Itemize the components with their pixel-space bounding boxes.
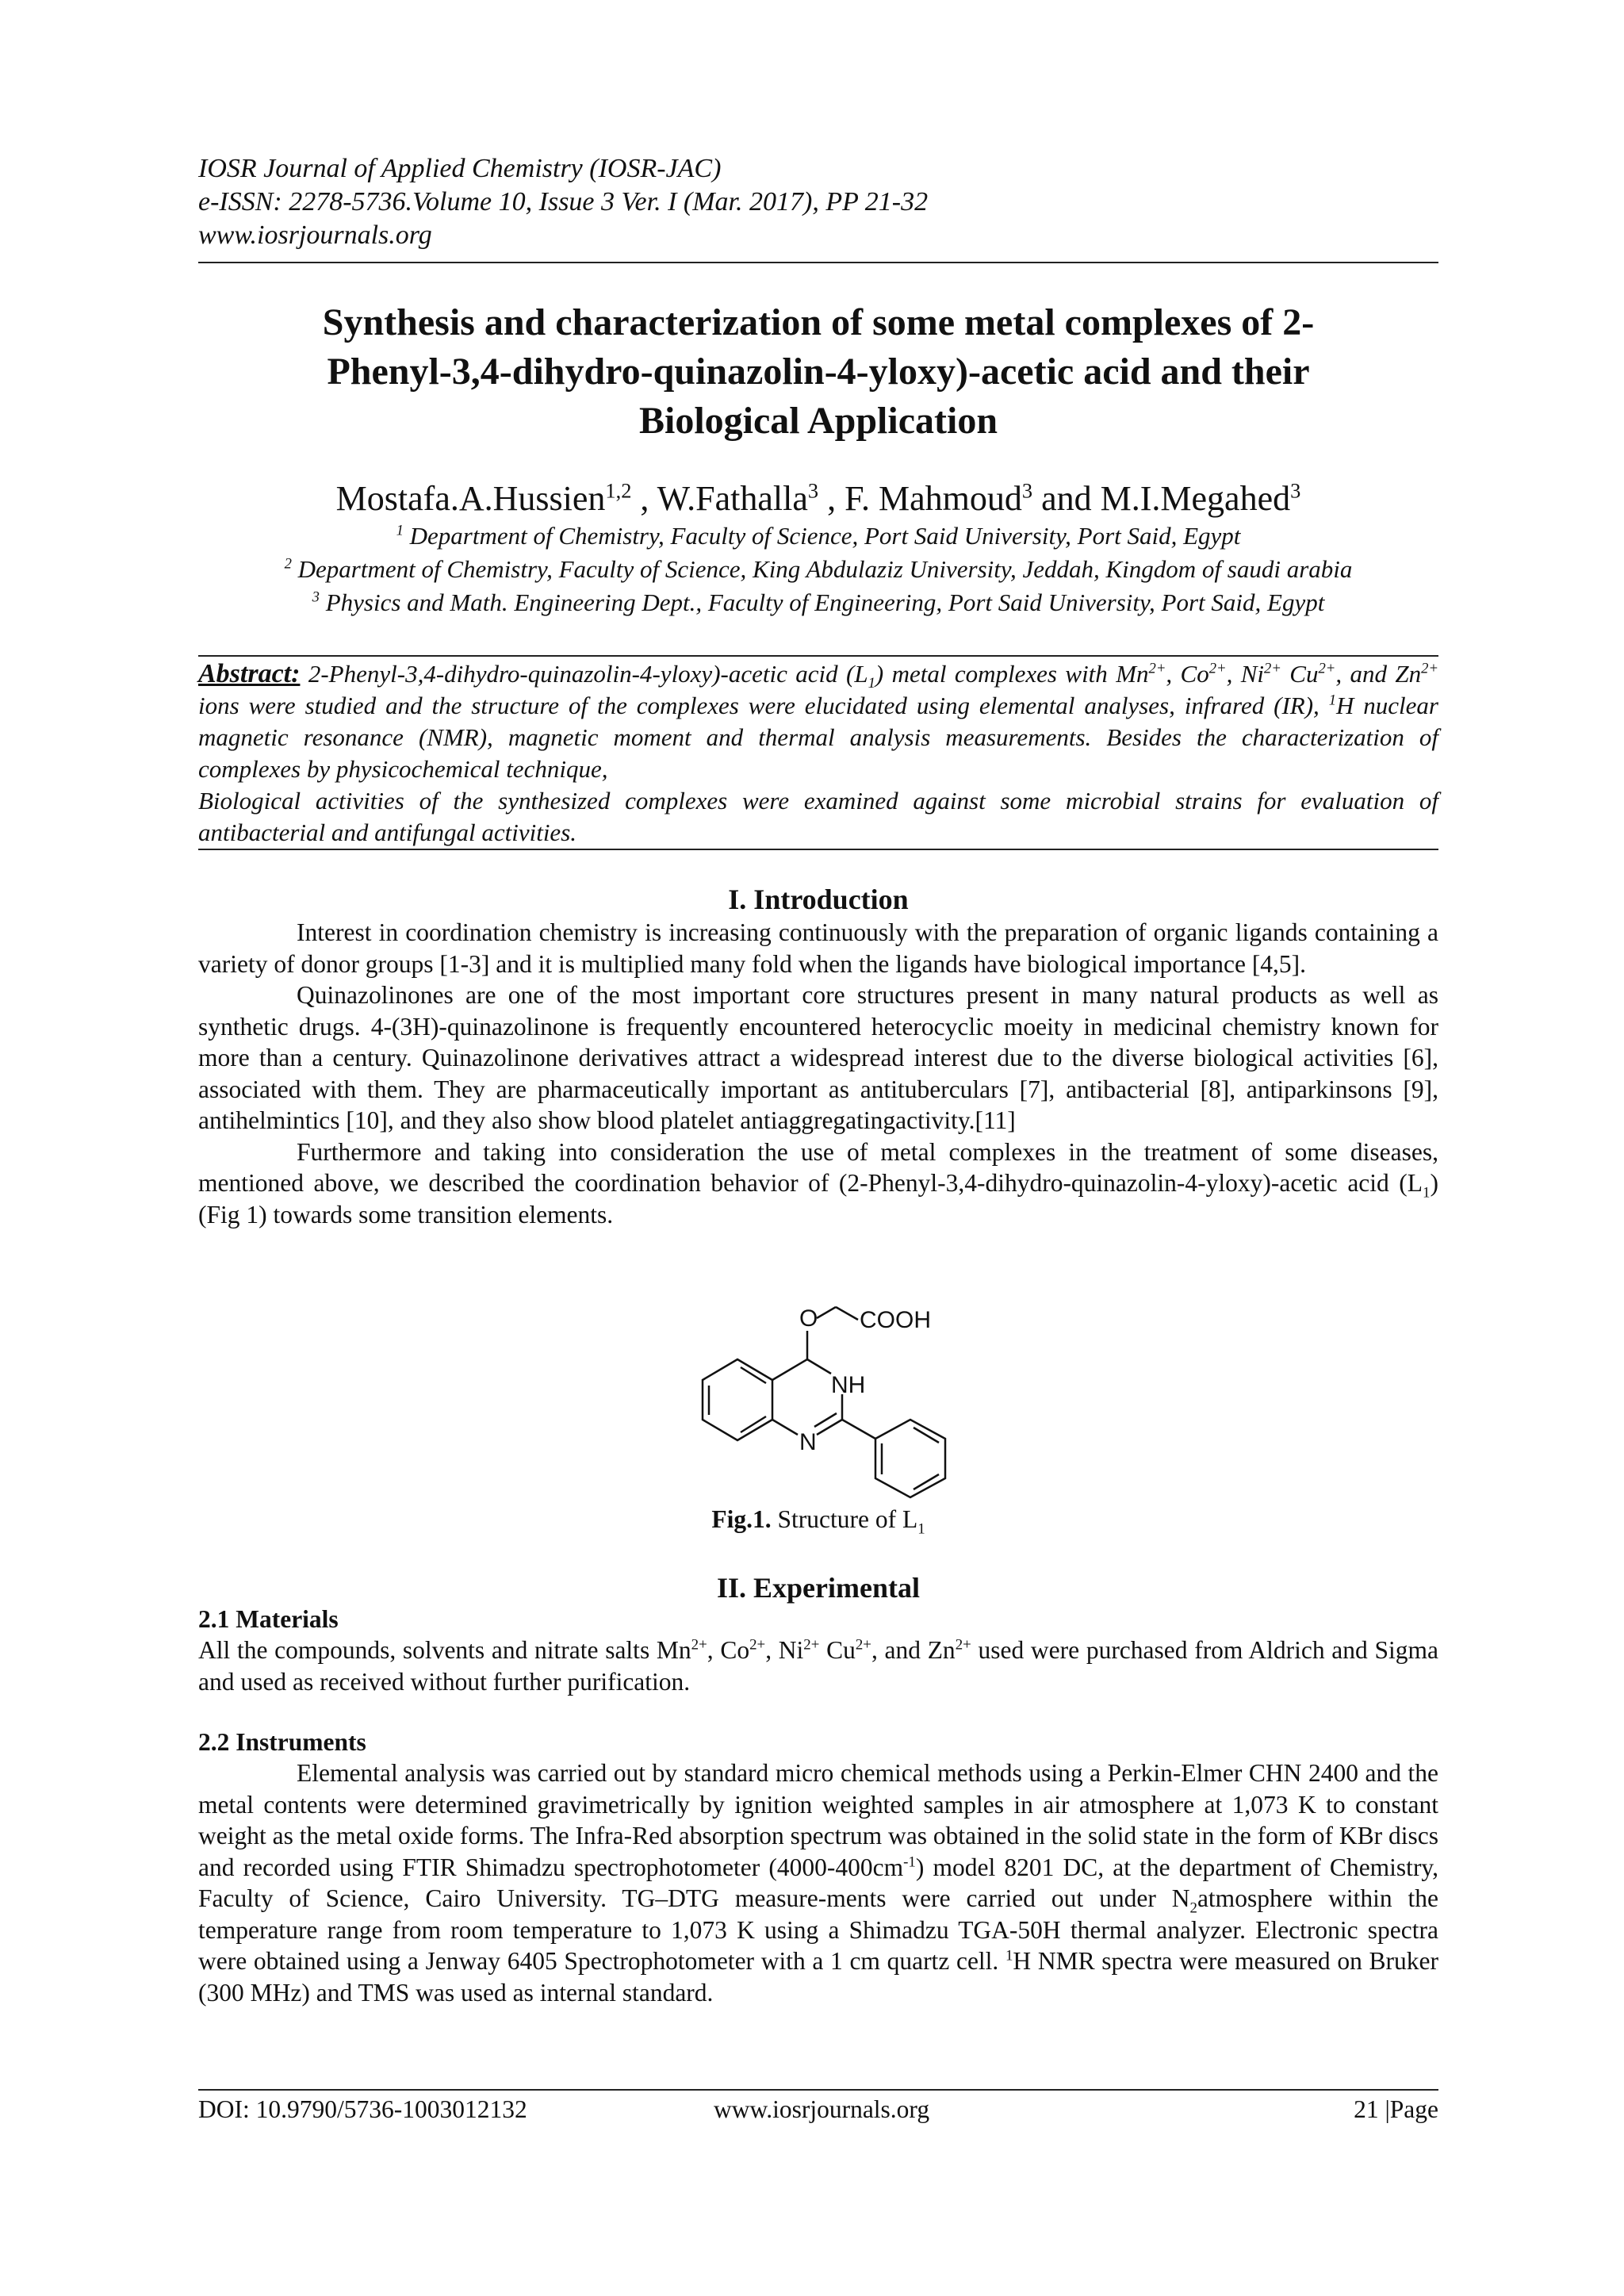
journal-name: IOSR Journal of Applied Chemistry (IOSR-JAC) xyxy=(198,154,722,183)
footer-site[interactable]: www.iosrjournals.org xyxy=(714,2095,930,2123)
footer-page-number: 21 |Page xyxy=(1354,2095,1438,2123)
section-heading-introduction: I. Introduction xyxy=(728,884,909,915)
instruments-paragraph: Elemental analysis was carried out by standard micro chemical methods using a Perkin-Elmer CHN 2400 and the metal contents were determined gravimetrically by ignition weighted samples in air atmosphere at 1,073 K to constant weight as the metal oxide forms. The Infra-Red absorption spectrum was obtained in the solid state in the form of KBr discs and recorded using FTIR Shimadzu spectrophotometer $(4000-400cm^{-1})$ model 8201 DC, at the department of Chemistry, Faculty of Science, Cairo University. TG–DTG measure-ments were carried out under $N_2atmosphere$ within the temperature range from room temperature to 1,073 K using a Shimadzu TGA-50H thermal analyzer. Electronic spectra were obtained using a Jenway 6405 Spectrophotometer with a 1 cm quartz cell. $^1$H NMR spectra were measured on Bruker (300 MHz) and TMS was used as internal standard. xyxy=(198,1759,1439,2007)
abstract-label: Abstract: xyxy=(198,659,301,688)
bond-c4a-c4 xyxy=(772,1359,807,1380)
phenyl-ring xyxy=(875,1420,945,1497)
footer-doi: DOI: 10.9790/5736-1003012132 xyxy=(198,2095,527,2123)
materials-body xyxy=(198,1635,1438,1697)
author-1: Mostafa.A.Hussien xyxy=(335,479,606,518)
abstract-paragraph-1: Abstract: 2-Phenyl-3,4-dihydro-quinazolin-4-yloxy)-acetic acid $(L_1)$ metal complexes with $Mn^{2+}$, $Co^{2+}$, $Ni^{2+}$ $Cu^{2+}$, and $Zn^{2+}$ ions were studied and the structure of the complexes were elucidated using elemental analyses, infrared (IR), $^1$H nuclear magnetic resonance (NMR), magnetic moment and thermal analysis measurements. Besides the characterization of complexes by physicochemical technique, xyxy=(198,659,1439,783)
author-2: W.Fathalla xyxy=(657,479,808,518)
footer-rule xyxy=(198,2089,1438,2091)
title-line-1: Synthesis and characterization of some metal complexes of 2- xyxy=(322,301,1315,343)
subsection-instruments: 2.2 Instruments xyxy=(198,1728,366,1756)
bond-ch2-cooh xyxy=(836,1307,858,1320)
affiliation-2: $^2$ Department of Chemistry, Faculty of Science, King Abdulaziz University, Jeddah, Kingdom of saudi arabia xyxy=(284,555,1353,583)
header-rule xyxy=(198,262,1438,263)
atom-o-label: O xyxy=(799,1305,818,1332)
bond-c2-phenyl xyxy=(842,1420,875,1439)
nh-label: NH xyxy=(831,1372,866,1398)
bond-o-ch2 xyxy=(817,1307,836,1318)
author-list: Mostafa.A.Hussien$^{1,2}$ , W.Fathalla$^3$ , F. Mahmoud$^3$ and M.I.Megahed$^3$ xyxy=(335,478,1301,518)
abstract-paragraph-2: Biological activities of the synthesized complexes were examined against some microbial strains for evaluation of antibacterial and antifungal activities. xyxy=(198,787,1438,846)
intro-paragraph-3: Furthermore and taking into consideration the use of metal complexes in the treatment of some diseases, mentioned above, we described the coordination behavior of (2-Phenyl-3,4-dihydro-quinazolin-4-yloxy)-acetic acid $(L_1)$ (Fig 1) towards some transition elements. xyxy=(198,1137,1438,1228)
journal-site[interactable]: www.iosrjournals.org xyxy=(198,220,432,250)
instruments-body xyxy=(198,1757,1438,2008)
intro-paragraph-1: Interest in coordination chemistry is increasing continuously with the preparation of organic ligands containing a variety of donor groups [1-3] and it is multiplied many fold when the ligands have biological importance [4,5]. xyxy=(198,918,1438,978)
abstract-rule-top xyxy=(198,655,1438,657)
author-3: F. Mahmoud xyxy=(845,479,1022,518)
figure-caption: Fig.1. Structure of $L_1$ xyxy=(711,1505,925,1538)
atom-n-label: N xyxy=(799,1429,817,1455)
title-line-2: Phenyl-3,4-dihydro-quinazolin-4-yloxy)-acetic acid and their xyxy=(327,351,1310,393)
benzo-ring xyxy=(703,1359,772,1440)
intro-paragraph-2: Quinazolinones are one of the most important core structures present in many natural products as well as synthetic drugs. 4-(3H)-quinazolinone is frequently encountered heterocyclic moeity in medicinal chemistry known for more than a century. Quinazolinone derivatives attract a widespread interest due to the diverse biological activities [6], associated with them. They are pharmaceutically important as antituberculars [7], antibacterial [8], antiparkinsons [9], antihelmintics [10], and they also show blood platelet antiaggregatingactivity.[11] xyxy=(198,981,1438,1134)
cooh-label: COOH xyxy=(860,1307,931,1333)
materials-paragraph: All the compounds, solvents and nitrate salts $Mn^{2+}$, $Co^{2+}$, $Ni^{2+}$ $Cu^{2+}$, and $Zn^{2+}$ used were purchased from Aldrich and Sigma and used as received without further purification. xyxy=(198,1636,1438,1696)
abstract xyxy=(198,658,1438,849)
abstract-rule-bottom xyxy=(198,849,1438,850)
title-line-3: Biological Application xyxy=(638,400,998,442)
structure-bonds xyxy=(703,1307,945,1497)
journal-header xyxy=(198,152,1438,252)
journal-issn: e-ISSN: 2278-5736.Volume 10, Issue 3 Ver. I (Mar. 2017), PP 21-32 xyxy=(198,187,929,217)
paper-title xyxy=(198,298,1438,446)
bond-n-c8a xyxy=(772,1420,798,1435)
affiliation-1: $^1$ Department of Chemistry, Faculty of Science, Port Said University, Port Said, Egypt xyxy=(396,522,1241,550)
subsection-materials: 2.1 Materials xyxy=(198,1605,339,1633)
author-4: M.I.Megahed xyxy=(1100,479,1291,518)
introduction-body xyxy=(198,917,1438,1230)
ligand-structure-figure xyxy=(674,1297,1102,1583)
section-heading-experimental: II. Experimental xyxy=(717,1572,920,1604)
affiliation-3: $^3$ Physics and Math. Engineering Dept., Faculty of Engineering, Port Said University, Port Said, Egypt xyxy=(312,588,1325,616)
bond-c4-nh xyxy=(807,1359,831,1374)
